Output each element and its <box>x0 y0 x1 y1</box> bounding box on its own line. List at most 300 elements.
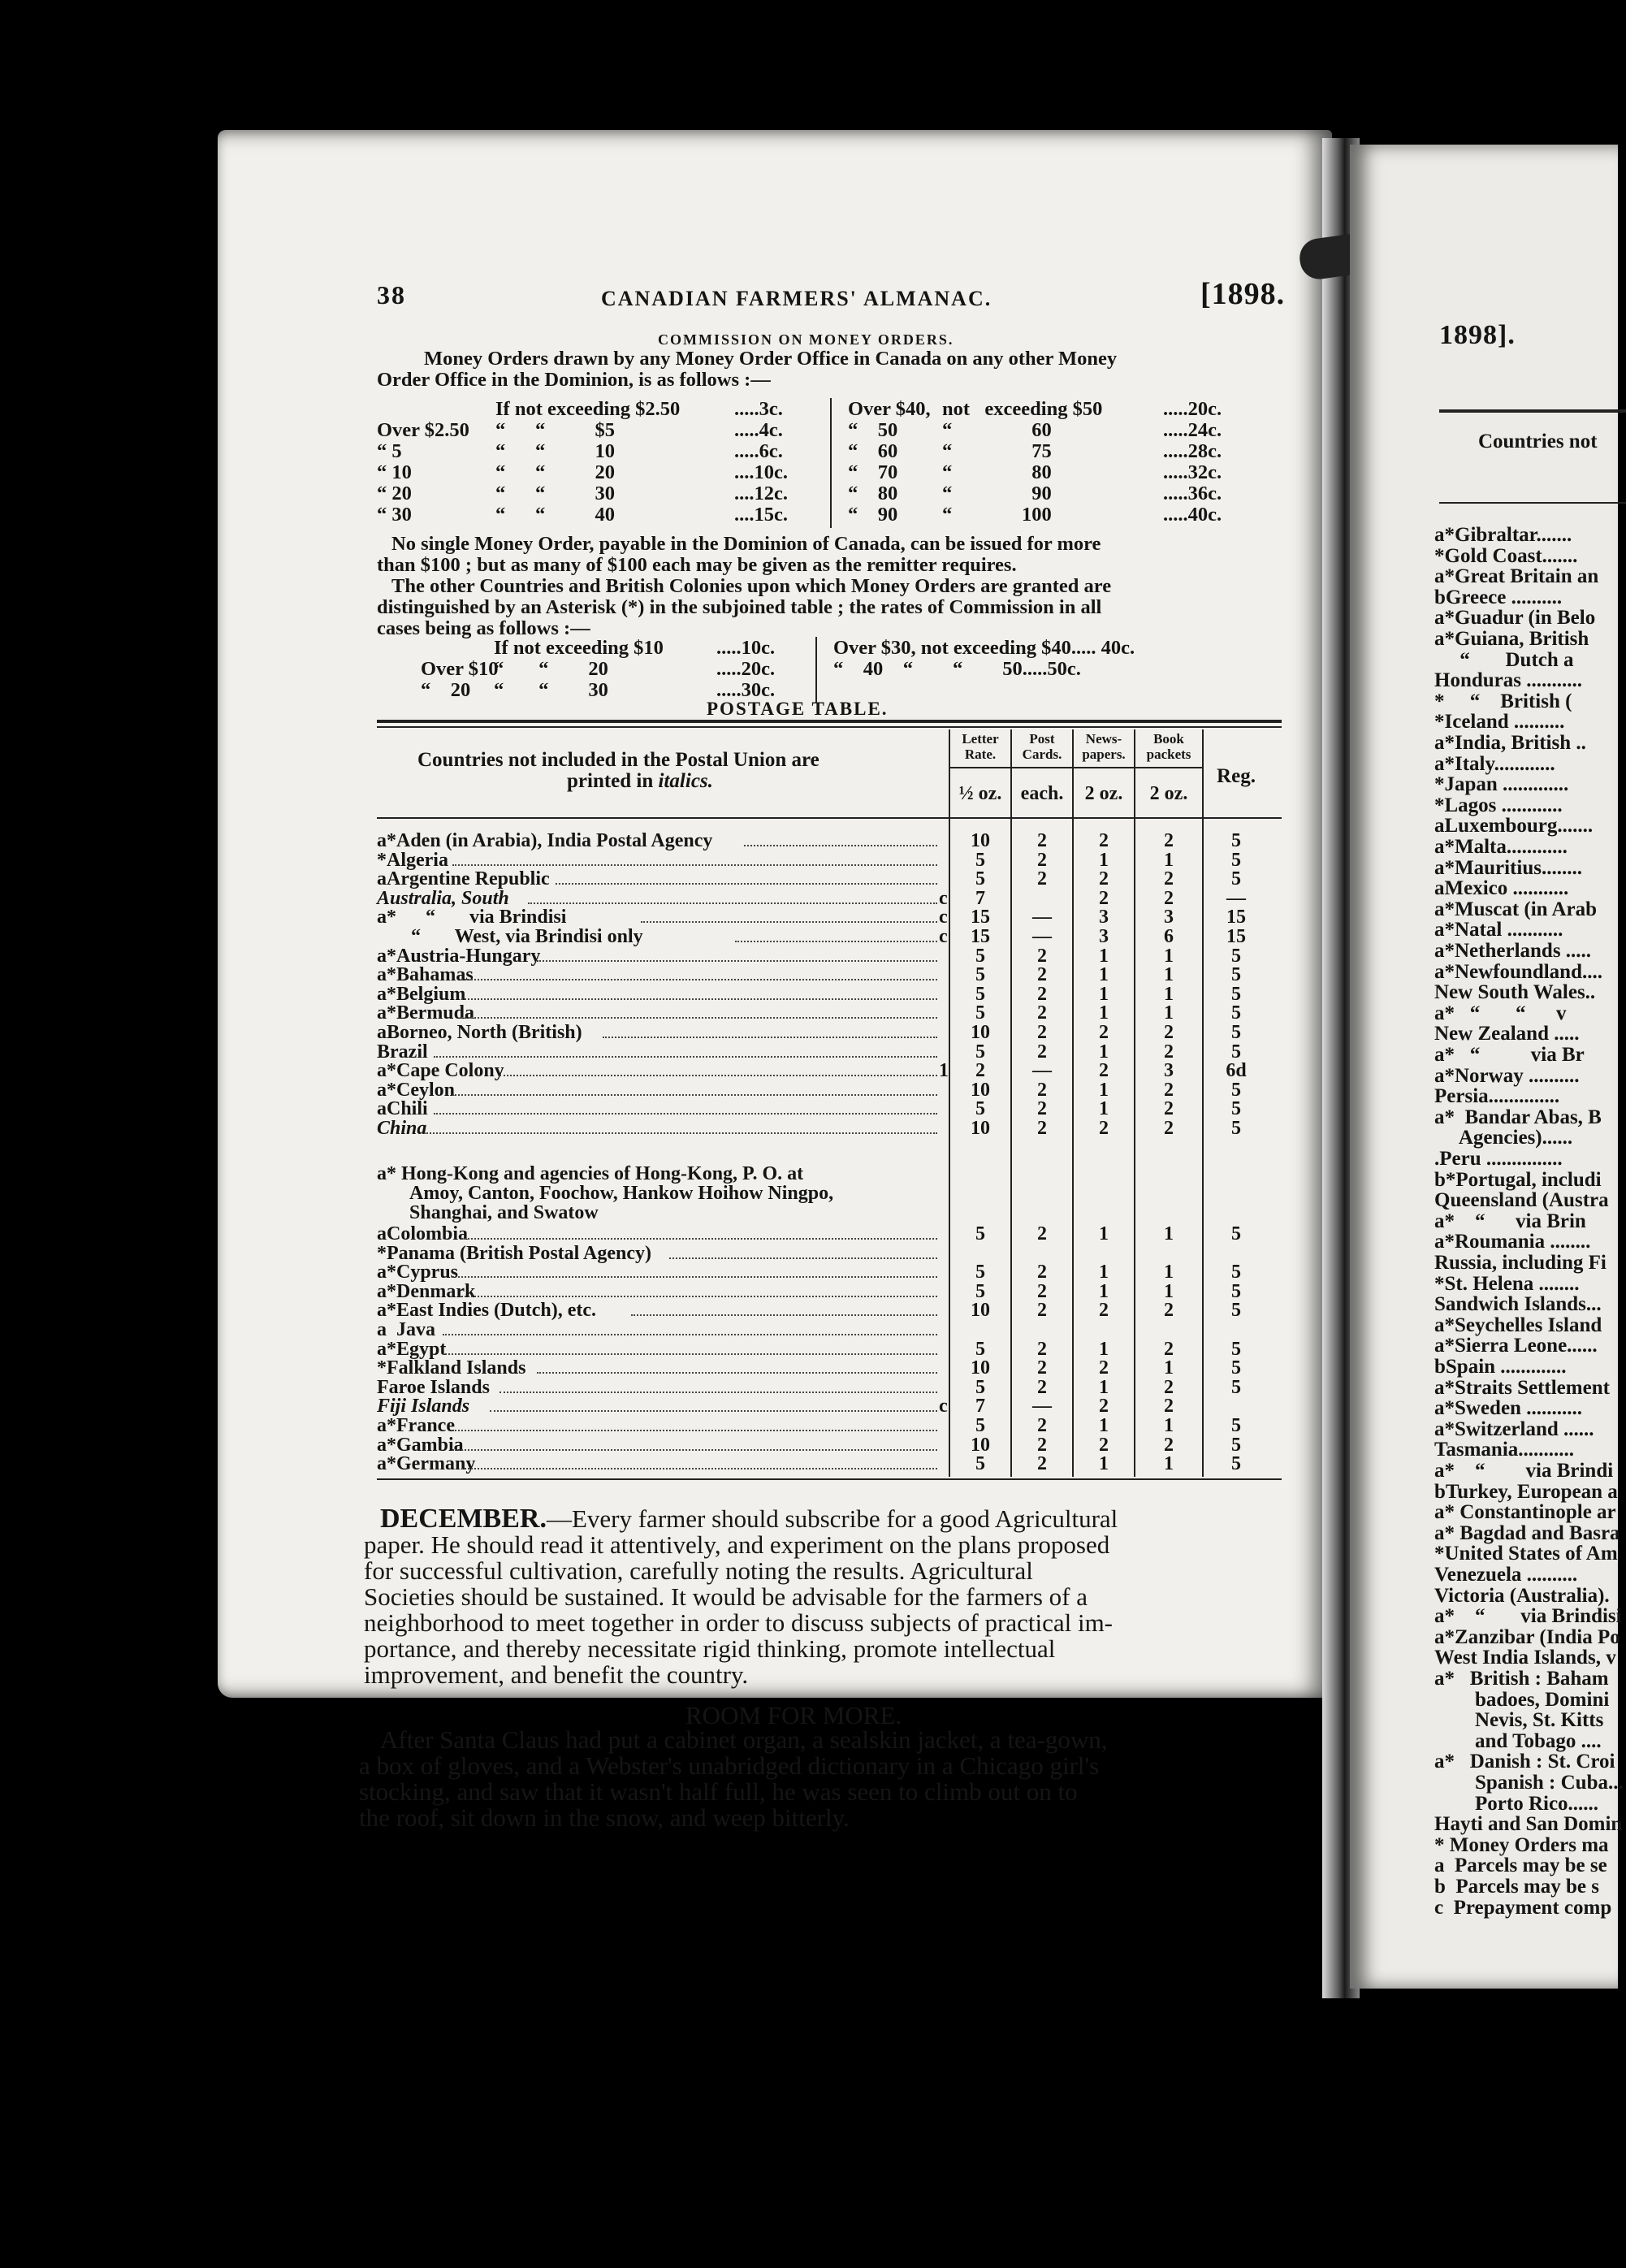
right-page-line: New Zealand ..... <box>1434 1023 1580 1045</box>
small-left-range: “ “ 30 <box>494 679 608 701</box>
right-page-line: a*Guadur (in Belo <box>1434 607 1596 630</box>
cell-n: 2 <box>1099 1060 1109 1082</box>
cell-b: 1 <box>1164 1357 1174 1379</box>
cell-p: 2 <box>1037 868 1047 890</box>
cell-p: — <box>1032 1396 1052 1418</box>
right-page-line: * “ British ( <box>1434 690 1572 712</box>
country-name: *Panama (British Postal Agency) <box>377 1242 651 1264</box>
cell-b: 1 <box>1164 964 1174 986</box>
cell-l: 5 <box>975 964 985 986</box>
cell-p: 2 <box>1037 1098 1047 1120</box>
cell-r: — <box>1226 887 1246 909</box>
commission-left-rate: ....10c. <box>734 461 788 483</box>
cell-p: — <box>1032 907 1052 928</box>
right-page-line: *Iceland .......... <box>1434 711 1565 734</box>
right-page-line: Persia.............. <box>1434 1085 1560 1108</box>
commission-right-prefix: “ 60 <box>848 440 898 462</box>
commission-left-range: “ “ 30 <box>495 483 615 504</box>
right-page-line: a*Seychelles Island <box>1434 1314 1602 1336</box>
small-left-prefix: Over $10 <box>421 658 499 680</box>
commission-right-rate: .....28c. <box>1163 440 1222 462</box>
country-name: a Java <box>377 1319 435 1340</box>
country-name: a*East Indies (Dutch), etc. <box>377 1300 596 1322</box>
cell-p: 2 <box>1037 849 1047 871</box>
note-line-4: distinguished by an Asterisk (*) in the subjoined table ; the rates of Commission in all <box>377 596 1102 618</box>
commission-left-prefix: “ 20 <box>377 483 412 504</box>
countries-header-2 <box>567 770 713 793</box>
leader-dots <box>461 998 937 1000</box>
right-page-line: a* “ via Brindi <box>1434 1460 1614 1482</box>
cell-p: — <box>1032 1060 1052 1082</box>
commission-right-mid: “ 100 <box>942 504 1052 526</box>
right-page-line: a*Sierra Leone...... <box>1434 1335 1598 1357</box>
col-marker: c <box>939 1396 948 1418</box>
cell-l: 10 <box>971 1118 990 1139</box>
commission-left-rate: .....6c. <box>734 440 783 462</box>
right-page-line: a*Italy............ <box>1434 752 1555 775</box>
leader-dots <box>499 1392 937 1393</box>
cell-n: 1 <box>1099 1002 1109 1024</box>
country-name: a*Ceylon <box>377 1079 455 1101</box>
cell-l: 5 <box>975 1262 985 1283</box>
cell-r: 5 <box>1231 1415 1241 1436</box>
cell-b: 1 <box>1164 1262 1174 1283</box>
cell-b: 3 <box>1164 907 1174 928</box>
small-left-prefix: “ 20 <box>421 679 471 701</box>
leader-dots <box>443 1353 937 1355</box>
cell-n: 1 <box>1099 964 1109 986</box>
cell-b: 2 <box>1164 1396 1174 1418</box>
cell-n: 1 <box>1099 1262 1109 1283</box>
leader-dots <box>452 864 937 866</box>
cell-n: 2 <box>1099 1357 1109 1379</box>
leader-dots <box>452 1094 937 1096</box>
cell-l: 5 <box>975 1453 985 1475</box>
country-name: a* “ via Brindisi <box>377 907 567 928</box>
cell-b: 2 <box>1164 1118 1174 1139</box>
cell-r: 5 <box>1231 945 1241 967</box>
right-page-line: West India Islands, v <box>1434 1647 1616 1669</box>
country-name: a*France <box>377 1415 455 1436</box>
right-page-line: a* Constantinople ar <box>1434 1501 1616 1524</box>
right-page-line: .Peru ............... <box>1434 1148 1563 1170</box>
leader-dots <box>556 883 937 885</box>
col-news-unit: 2 oz. <box>1084 783 1123 804</box>
cell-n: 1 <box>1099 1280 1109 1302</box>
right-page-line: a* “ via Brindisi <box>1434 1605 1622 1628</box>
december-line-6: portance, and thereby necessitate rigid thinking, promote intellectual <box>364 1634 1056 1663</box>
right-page-line: Honduras ........... <box>1434 669 1582 692</box>
leader-dots <box>461 1017 937 1019</box>
cell-b: 2 <box>1164 1376 1174 1398</box>
cell-p: 2 <box>1037 1376 1047 1398</box>
right-page-line: Queensland (Austra <box>1434 1189 1609 1212</box>
right-page-line: Venezuela .......... <box>1434 1564 1578 1586</box>
small-left-range: “ “ 20 <box>494 658 608 680</box>
page-number: 38 <box>377 280 406 309</box>
right-page-line: *Gold Coast....... <box>1434 544 1578 567</box>
room-line-2: a box of gloves, and a Webster's unabridged dictionary in a Chicago girl's <box>359 1751 1100 1780</box>
cell-l: 7 <box>975 1396 985 1418</box>
right-page-line: b Parcels may be s <box>1434 1876 1599 1898</box>
cell-p: 2 <box>1037 1434 1047 1456</box>
country-name: aChili <box>377 1098 428 1120</box>
leader-dots <box>461 1238 937 1240</box>
cell-n: 3 <box>1099 926 1109 947</box>
right-page-line: badoes, Domini <box>1434 1688 1610 1711</box>
hongkong-line-1: a* Hong-Kong and agencies of Hong-Kong, P. O. at <box>377 1163 804 1184</box>
leader-dots <box>735 941 937 942</box>
leader-dots <box>461 1468 937 1469</box>
cell-p: 2 <box>1037 983 1047 1005</box>
col-post-unit: each. <box>1020 783 1064 804</box>
country-name: a*Gambia <box>377 1434 464 1456</box>
cell-p: 2 <box>1037 964 1047 986</box>
small-commission-divider <box>815 637 817 703</box>
right-page-header-rule <box>1439 502 1626 504</box>
room-line-3: stocking, and saw that it wasn't half full, he was seen to climb out on to <box>359 1777 1078 1806</box>
small-left-rate: .....20c. <box>716 658 776 680</box>
cell-l: 5 <box>975 1415 985 1436</box>
cell-l: 2 <box>975 1060 985 1082</box>
commission-left-range: If not exceeding $2.50 <box>495 398 681 420</box>
cell-n: 2 <box>1099 887 1109 909</box>
cell-l: 10 <box>971 1079 990 1101</box>
cell-n: 1 <box>1099 1098 1109 1120</box>
right-page-line: *Lagos ............ <box>1434 794 1563 816</box>
cell-r: 5 <box>1231 964 1241 986</box>
cell-l: 5 <box>975 849 985 871</box>
right-page-line: a*Newfoundland.... <box>1434 960 1602 983</box>
year-label: [1898. <box>1200 277 1286 311</box>
country-name: a*Bahamas <box>377 964 474 986</box>
right-page-line: Russia, including Fi <box>1434 1252 1607 1274</box>
note-line-1: No single Money Order, payable in the Dominion of Canada, can be issued for more <box>391 533 1101 555</box>
right-page-header: Countries not <box>1478 431 1598 452</box>
right-page-line: a*Switzerland ...... <box>1434 1418 1594 1440</box>
countries-header-1: Countries not included in the Postal Union are <box>417 749 819 771</box>
right-page-line: b*Portugal, includi <box>1434 1168 1602 1191</box>
cell-l: 5 <box>975 1376 985 1398</box>
cell-p: 2 <box>1037 1338 1047 1360</box>
right-page-line: a*Sweden ........... <box>1434 1397 1582 1420</box>
right-page-line: a*Great Britain an <box>1434 565 1599 588</box>
country-name: Australia, South <box>377 887 509 909</box>
cell-r: 5 <box>1231 1079 1241 1101</box>
country-name: aArgentine Republic <box>377 868 550 890</box>
country-name: a*Cyprus <box>377 1262 459 1283</box>
december-line-4: Societies should be sustained. It would be advisable for the farmers of a <box>364 1582 1088 1611</box>
cell-l: 10 <box>971 1022 990 1043</box>
right-page-line: a*Norway .......... <box>1434 1064 1580 1087</box>
header-bottom-rule <box>377 817 1282 819</box>
right-page-line: *United States of Am <box>1434 1543 1618 1565</box>
cell-p: 2 <box>1037 1453 1047 1475</box>
commission-left-rate: .....3c. <box>734 398 783 420</box>
right-page-line: a*Muscat (in Arab <box>1434 898 1597 920</box>
right-page-line: Nevis, St. Kitts <box>1434 1709 1604 1732</box>
page-title: CANADIAN FARMERS' ALMANAC. <box>601 287 992 310</box>
cell-r: 5 <box>1231 849 1241 871</box>
commission-right-mid: “ 75 <box>942 440 1052 462</box>
cell-r: 5 <box>1231 1022 1241 1043</box>
country-name: China <box>377 1118 427 1139</box>
col-book-unit: 2 oz. <box>1149 783 1188 804</box>
cell-p: 2 <box>1037 1118 1047 1139</box>
small-left-rate: .....30c. <box>716 679 776 701</box>
right-page-line: a*Straits Settlement <box>1434 1376 1610 1399</box>
cell-n: 2 <box>1099 1022 1109 1043</box>
note-line-5: cases being as follows :— <box>377 617 590 639</box>
country-name: a*Aden (in Arabia), India Postal Agency <box>377 830 713 851</box>
cell-l: 15 <box>971 907 990 928</box>
cell-n: 2 <box>1099 1300 1109 1322</box>
cell-r: 6d <box>1226 1060 1247 1082</box>
commission-right-rate: .....32c. <box>1163 461 1222 483</box>
leader-dots <box>434 1113 937 1115</box>
col-marker: c <box>939 926 948 947</box>
cell-b: 1 <box>1164 1453 1174 1475</box>
right-page-line: aLuxembourg....... <box>1434 815 1594 838</box>
cell-b: 6 <box>1164 926 1174 947</box>
cell-n: 2 <box>1099 868 1109 890</box>
right-page-line: bGreece .......... <box>1434 586 1563 608</box>
cell-p: 2 <box>1037 1415 1047 1436</box>
countries-header-text: printed in <box>567 770 654 792</box>
table-bottom-rule <box>377 1478 1282 1480</box>
right-page-line: Porto Rico...... <box>1434 1792 1599 1815</box>
country-name: Faroe Islands <box>377 1376 490 1398</box>
header-unit-rule <box>949 767 1202 768</box>
right-page-line: a*Zanzibar (India Po <box>1434 1625 1620 1648</box>
leader-dots <box>461 1296 937 1297</box>
cell-r: 5 <box>1231 830 1241 851</box>
cell-p: 2 <box>1037 1262 1047 1283</box>
right-page-line: *Japan ............. <box>1434 773 1569 796</box>
commission-left-range: “ “ $5 <box>495 419 615 441</box>
december-line-5: neighborhood to meet together in order to discuss subjects of practical im- <box>364 1608 1114 1637</box>
right-page-line: a* “ via Br <box>1434 1044 1585 1066</box>
country-name: a*Egypt <box>377 1338 447 1360</box>
cell-n: 1 <box>1099 1338 1109 1360</box>
cell-l: 5 <box>975 1338 985 1360</box>
cell-r: 5 <box>1231 1002 1241 1024</box>
cell-r: 5 <box>1231 868 1241 890</box>
commission-divider <box>830 398 832 528</box>
commission-right-mid: not exceeding $50 <box>942 398 1103 420</box>
room-heading: ROOM FOR MORE. <box>685 1701 902 1729</box>
cell-b: 2 <box>1164 887 1174 909</box>
right-page-line: bSpain ............. <box>1434 1356 1567 1378</box>
cell-n: 1 <box>1099 983 1109 1005</box>
cell-n: 1 <box>1099 1079 1109 1101</box>
col-letter-label: Letter Rate. <box>962 731 999 762</box>
leader-dots <box>641 921 937 923</box>
cell-b: 2 <box>1164 868 1174 890</box>
cell-b: 1 <box>1164 1280 1174 1302</box>
cell-b: 2 <box>1164 1079 1174 1101</box>
right-page-line: a*Gibraltar....... <box>1434 524 1572 546</box>
commission-left-range: “ “ 20 <box>495 461 615 483</box>
leader-dots <box>490 1410 937 1412</box>
cell-n: 1 <box>1099 1041 1109 1063</box>
col-news-label: News- papers. <box>1082 731 1126 762</box>
right-page-line: “ Dutch a <box>1434 648 1574 671</box>
col-post-label: Post Cards. <box>1022 731 1062 762</box>
country-name: a*Bermuda <box>377 1002 474 1024</box>
cell-b: 2 <box>1164 1300 1174 1322</box>
cell-p: 2 <box>1037 1041 1047 1063</box>
cell-p: 2 <box>1037 1079 1047 1101</box>
commission-right-prefix: Over $40, <box>848 398 931 420</box>
commission-left-range: “ “ 40 <box>495 504 615 526</box>
cell-l: 5 <box>975 983 985 1005</box>
col-marker: c <box>939 887 948 909</box>
note-line-2: than $100 ; but as many of $100 each may be given as the remitter requires. <box>377 554 1017 576</box>
countries-header-italic: italics. <box>658 770 713 792</box>
cell-r: 5 <box>1231 1434 1241 1456</box>
cell-n: 1 <box>1099 1415 1109 1436</box>
cell-l: 15 <box>971 926 990 947</box>
december-line-2: paper. He should read it attentively, and experiment on the plans proposed <box>364 1530 1110 1559</box>
right-page-line: c Prepayment comp <box>1434 1896 1612 1919</box>
cell-b: 2 <box>1164 1338 1174 1360</box>
small-right-line: “ 40 “ “ 50.....50c. <box>833 658 1081 680</box>
small-left-rate: .....10c. <box>716 637 776 659</box>
leader-dots <box>537 1372 937 1374</box>
cell-b: 1 <box>1164 1002 1174 1024</box>
col-reg-label: Reg. <box>1217 765 1256 787</box>
cell-b: 2 <box>1164 1434 1174 1456</box>
country-name: a*Germany <box>377 1453 476 1475</box>
commission-left-prefix: “ 5 <box>377 440 402 462</box>
cell-n: 1 <box>1099 1376 1109 1398</box>
cell-p: 2 <box>1037 1280 1047 1302</box>
right-page-line: Spanish : Cuba... <box>1434 1772 1624 1794</box>
right-page-line: a* “ via Brin <box>1434 1210 1586 1232</box>
cell-r: 5 <box>1231 983 1241 1005</box>
right-page-line: aMexico ........... <box>1434 877 1569 900</box>
cell-n: 2 <box>1099 830 1109 851</box>
commission-left-prefix: “ 10 <box>377 461 412 483</box>
cell-p: 2 <box>1037 830 1047 851</box>
december-line-1: DECEMBER.—Every farmer should subscribe for a good Agricultural <box>380 1504 1118 1534</box>
december-label: DECEMBER. <box>380 1504 547 1534</box>
right-page-line: a* Bagdad and Basra <box>1434 1521 1620 1544</box>
cell-l: 5 <box>975 1280 985 1302</box>
cell-l: 5 <box>975 945 985 967</box>
commission-left-rate: .....4c. <box>734 419 783 441</box>
cell-r: 5 <box>1231 1041 1241 1063</box>
commission-right-rate: .....40c. <box>1163 504 1222 526</box>
commission-right-mid: “ 90 <box>942 483 1052 504</box>
commission-left-prefix: Over $2.50 <box>377 419 469 441</box>
cell-r: 5 <box>1231 1262 1241 1283</box>
cell-l: 5 <box>975 1041 985 1063</box>
cell-l: 10 <box>971 1434 990 1456</box>
right-page-line: a*Netherlands ..... <box>1434 940 1592 962</box>
cell-r: 5 <box>1231 1300 1241 1322</box>
cell-l: 10 <box>971 830 990 851</box>
country-name: a*Denmark <box>377 1280 476 1302</box>
cell-b: 3 <box>1164 1060 1174 1082</box>
leader-dots <box>434 1056 937 1058</box>
leader-dots <box>537 960 937 962</box>
leader-dots <box>461 979 937 980</box>
note-line-3: The other Countries and British Colonies upon which Money Orders are granted are <box>391 575 1112 597</box>
cell-b: 2 <box>1164 830 1174 851</box>
leader-dots <box>603 1037 937 1038</box>
country-name: a*Austria-Hungary <box>377 945 541 967</box>
right-page-rule <box>1439 409 1626 413</box>
commission-right-prefix: “ 80 <box>848 483 898 504</box>
country-name: a*Cape Colony <box>377 1060 504 1082</box>
commission-left-range: “ “ 10 <box>495 440 615 462</box>
postage-title: POSTAGE TABLE. <box>707 699 889 719</box>
cell-b: 1 <box>1164 983 1174 1005</box>
commission-right-prefix: “ 70 <box>848 461 898 483</box>
cell-l: 5 <box>975 868 985 890</box>
december-line-7: improvement, and benefit the country. <box>364 1660 749 1689</box>
cell-n: 1 <box>1099 1223 1109 1244</box>
commission-right-prefix: “ 90 <box>848 504 898 526</box>
cell-l: 5 <box>975 1098 985 1120</box>
cell-r: 5 <box>1231 1376 1241 1398</box>
commission-right-mid: “ 60 <box>942 419 1052 441</box>
right-page-line: a* Bandar Abas, B <box>1434 1106 1602 1128</box>
cell-r: 15 <box>1226 907 1246 928</box>
december-line-3: for successful cultivation, carefully noting the results. Agricultural <box>364 1556 1033 1585</box>
right-page-line: Sandwich Islands... <box>1434 1293 1602 1316</box>
room-line-4: the roof, sit down in the snow, and weep bitterly. <box>359 1803 850 1832</box>
cell-p: 2 <box>1037 1300 1047 1322</box>
country-name: *Algeria <box>377 849 448 871</box>
left-page <box>218 130 1332 1832</box>
cell-n: 1 <box>1099 849 1109 871</box>
cell-r: 5 <box>1231 1453 1241 1475</box>
cell-n: 2 <box>1099 1396 1109 1418</box>
right-page-line: a* “ “ v <box>1434 1002 1567 1024</box>
right-page-line: a*Roumania ........ <box>1434 1231 1591 1253</box>
cell-r: 5 <box>1231 1280 1241 1302</box>
right-page-line: Hayti and San Domin <box>1434 1813 1623 1836</box>
cell-r: 5 <box>1231 1223 1241 1244</box>
right-page-line: and Tobago .... <box>1434 1729 1602 1752</box>
cell-l: 5 <box>975 1223 985 1244</box>
right-page-line: a*Malta............ <box>1434 836 1568 858</box>
country-name: aBorneo, North (British) <box>377 1022 582 1043</box>
col-marker: c <box>939 907 948 928</box>
col-letter-unit: ½ oz. <box>958 783 1002 804</box>
small-left-range: If not exceeding $10 <box>494 637 664 659</box>
leader-dots <box>424 1132 937 1134</box>
right-page-line: a*Guiana, British <box>1434 628 1589 650</box>
right-page-line: Victoria (Australia). <box>1434 1584 1610 1607</box>
country-name: Fiji Islands <box>377 1396 470 1418</box>
cell-n: 1 <box>1099 1453 1109 1475</box>
right-page-line: a Parcels may be se <box>1434 1855 1607 1877</box>
cell-l: 5 <box>975 1002 985 1024</box>
cell-l: 10 <box>971 1300 990 1322</box>
right-page-line: a*India, British .. <box>1434 732 1586 754</box>
commission-right-rate: .....20c. <box>1163 398 1222 420</box>
cell-r: 5 <box>1231 1357 1241 1379</box>
cell-p: — <box>1032 926 1052 947</box>
table-top-rule <box>377 720 1282 723</box>
right-page-year: 1898]. <box>1439 320 1516 350</box>
cell-b: 2 <box>1164 1041 1174 1063</box>
country-name: *Falkland Islands <box>377 1357 526 1379</box>
